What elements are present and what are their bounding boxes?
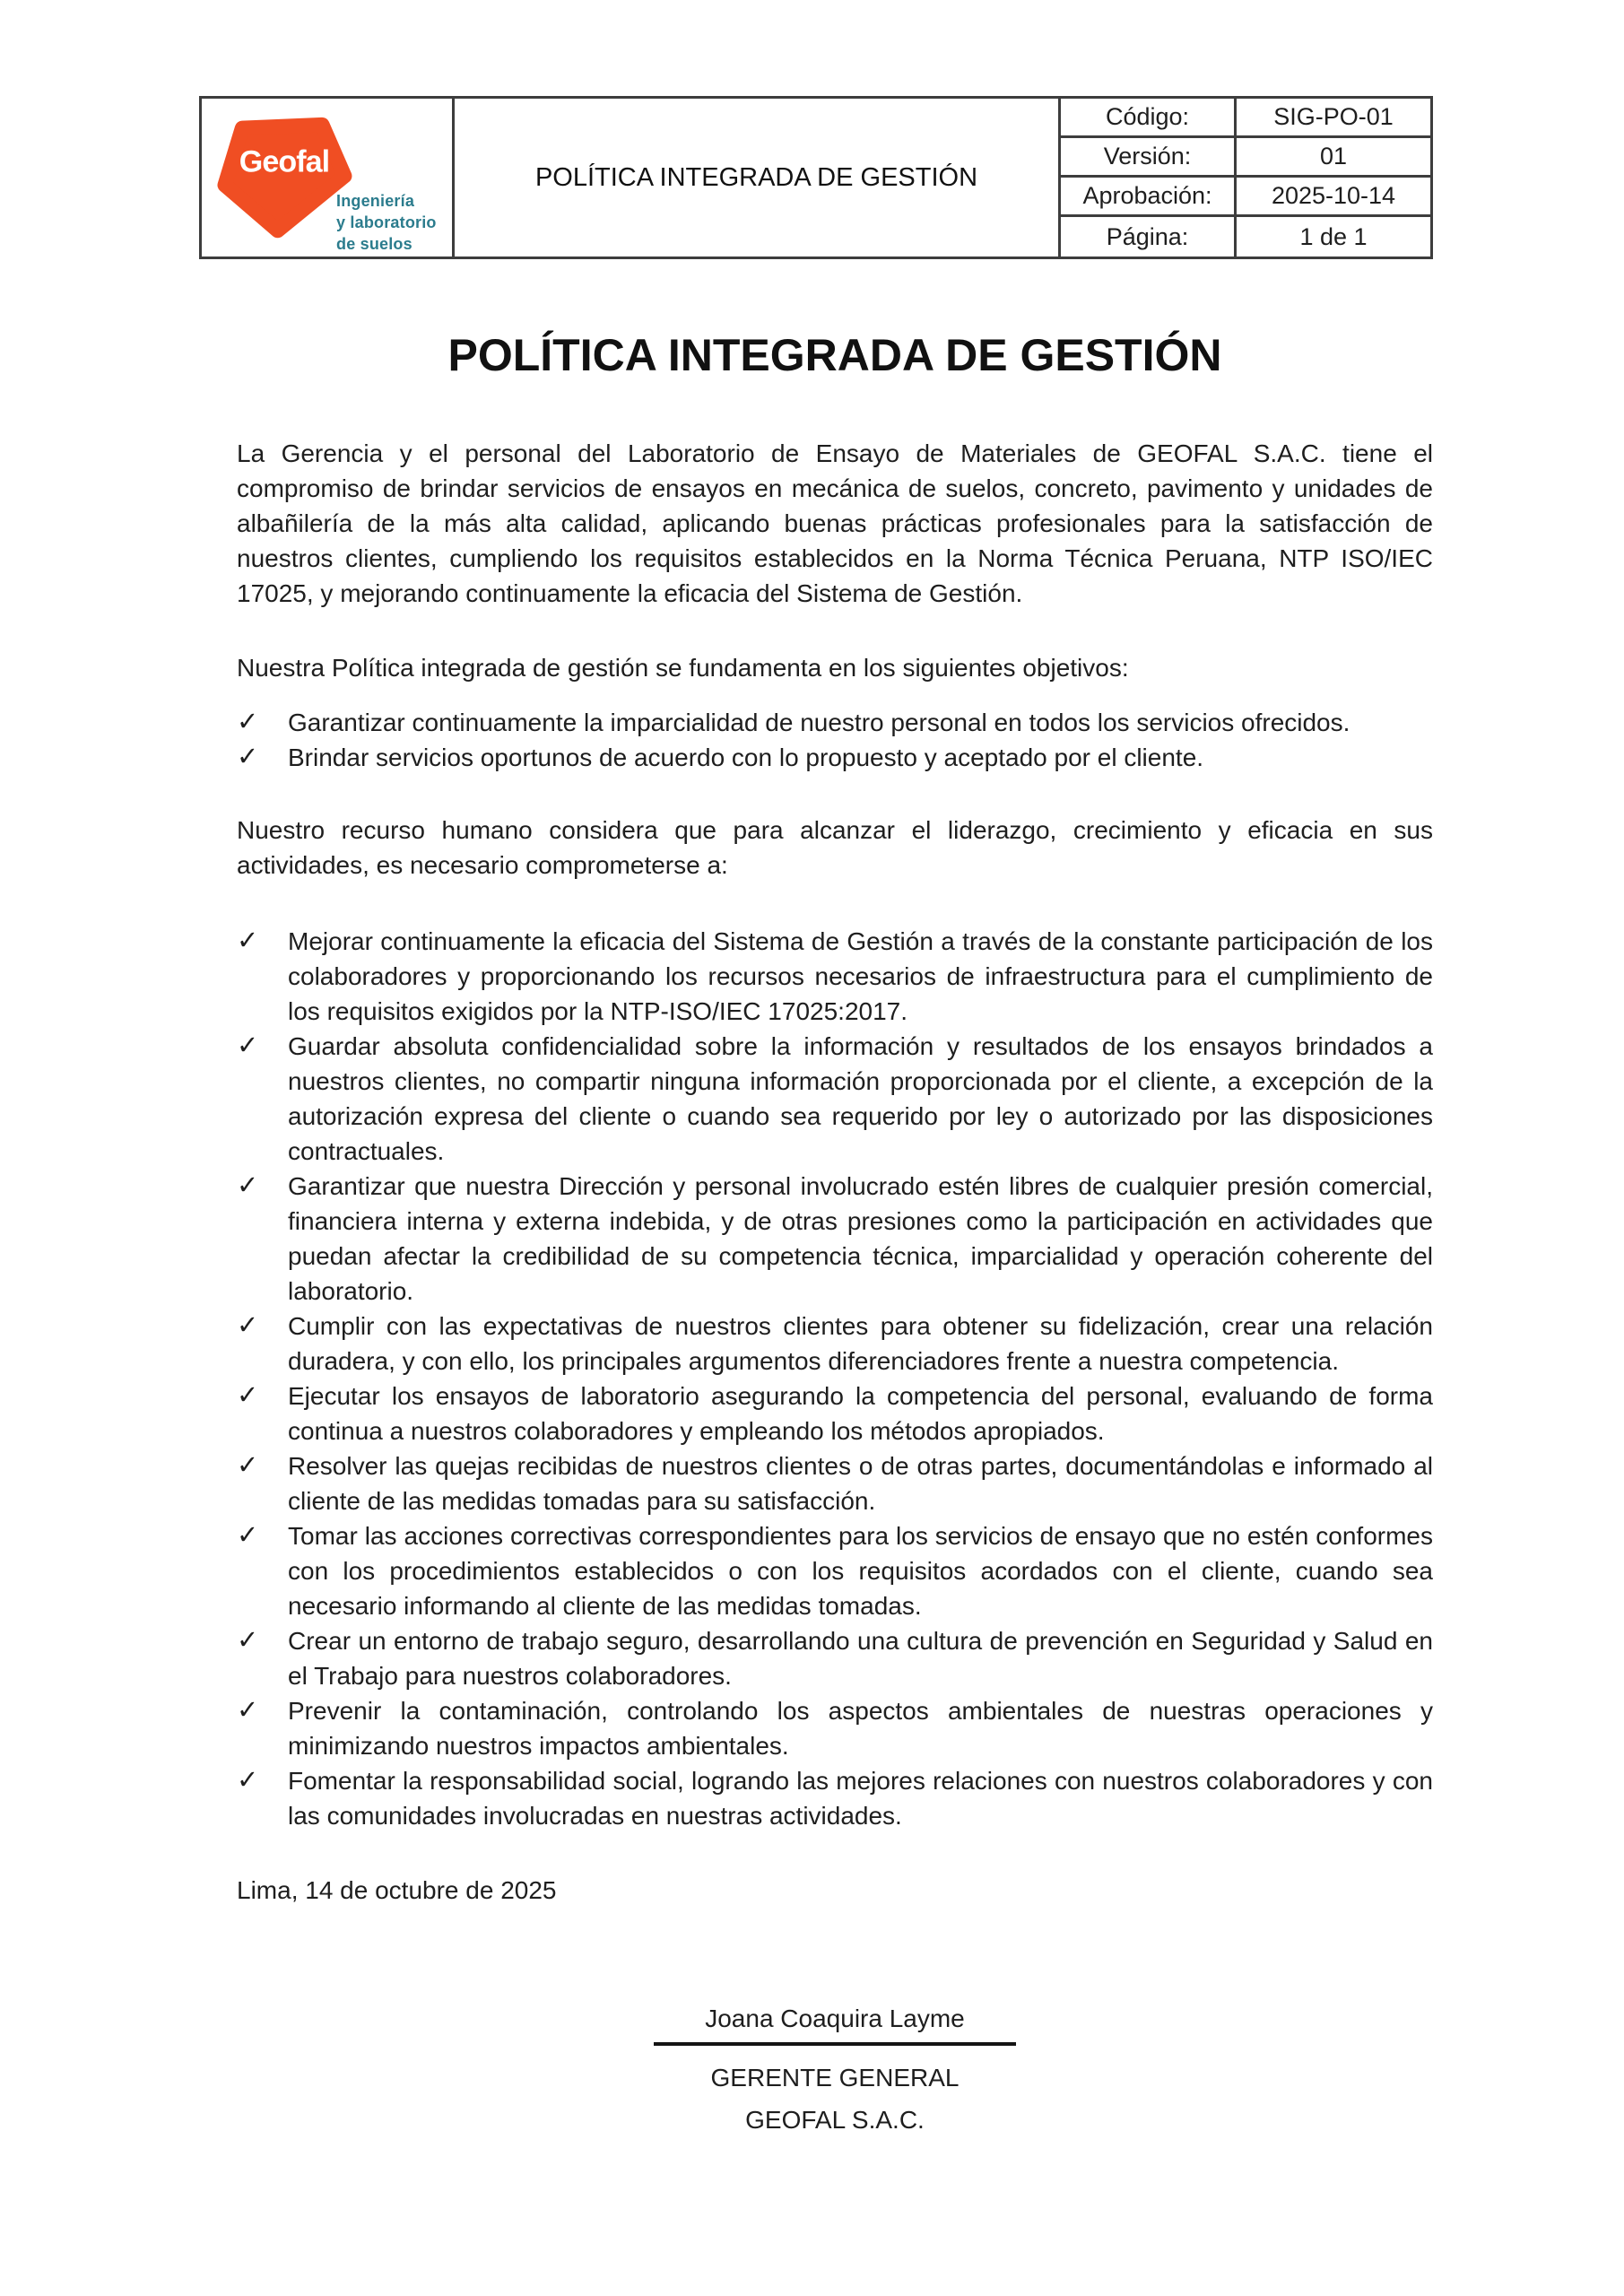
checkmark-icon: ✓ (237, 1381, 259, 1410)
meta-value-codigo: SIG-PO-01 (1237, 99, 1430, 138)
commitment-item (237, 1309, 1433, 1378)
commitment-text: Tomar las acciones correctivas correspondientes para los servicios de ensayo que no estén conformes con los procedimientos establecidos o con los requisitos acordados con el cliente, cuando sea necesario informando al cliente de las medidas tomadas. (288, 1522, 1433, 1620)
commitment-text: Fomentar la responsabilidad social, logrando las mejores relaciones con nuestros colaboradores y con las comunidades involucradas en nuestras actividades. (288, 1767, 1433, 1830)
commitment-item (237, 1378, 1433, 1448)
objective-text: Brindar servicios oportunos de acuerdo con lo propuesto y aceptado por el cliente. (288, 744, 1204, 771)
signature-name: Joana Coaquira Layme (705, 2005, 965, 2032)
commitment-item (237, 1693, 1433, 1763)
commitment-text: Ejecutar los ensayos de laboratorio asegurando la competencia del personal, evaluando de forma continua a nuestros colaboradores y empleando los métodos apropiados. (288, 1382, 1433, 1445)
signature-block (237, 2001, 1433, 2141)
header-table (199, 96, 1433, 259)
checkmark-icon: ✓ (237, 1451, 259, 1480)
commitments-intro-paragraph: Nuestro recurso humano considera que para alcanzar el liderazgo, crecimiento y eficacia en sus actividades, es necesario comprometerse a: (237, 816, 1433, 879)
document-body (237, 330, 1433, 2141)
logo-tagline-line: de suelos (336, 235, 413, 253)
commitment-text: Garantizar que nuestra Dirección y personal involucrado estén libres de cualquier presión comercial, financiera interna y externa indebida, y de otras presiones como la participación en actividades que puedan afectar la credibilidad de su competencia técnica, imparcialidad y operación coherente del laboratorio. (288, 1172, 1433, 1305)
checkmark-icon: ✓ (237, 743, 259, 771)
commitment-text: Crear un entorno de trabajo seguro, desarrollando una cultura de prevención en Seguridad y Salud en el Trabajo para nuestros colaboradores. (288, 1627, 1433, 1690)
objective-text: Garantizar continuamente la imparcialidad de nuestro personal en todos los servicios ofrecidos. (288, 709, 1350, 736)
commitment-item (237, 1169, 1433, 1309)
commitment-item (237, 1518, 1433, 1623)
company-logo (202, 99, 455, 257)
meta-label-version: Versión: (1061, 138, 1237, 178)
signature-role: GERENTE GENERAL (710, 2064, 960, 2092)
checkmark-icon: ✓ (237, 1626, 259, 1655)
logo-tagline-line: y laboratorio (336, 213, 437, 231)
meta-label-pagina: Página: (1061, 217, 1237, 257)
logo-tagline (336, 190, 437, 255)
checkmark-icon: ✓ (237, 1311, 259, 1340)
signature-company: GEOFAL S.A.C. (745, 2106, 925, 2134)
meta-value-pagina: 1 de 1 (1299, 222, 1368, 250)
signature-line (654, 2042, 1016, 2046)
checkmark-icon: ✓ (237, 926, 259, 955)
intro-paragraph: La Gerencia y el personal del Laboratorio de Ensayo de Materiales de GEOFAL S.A.C. tiene el compromiso de brindar servicios de ensayos en mecánica de suelos, concreto, pavimento y unidades de albañilería de la más alta calidad, aplicando buenas prácticas profesionales para la satisfacción de nuestros clientes, cumpliendo los requisitos establecidos en la Norma Técnica Peruana, NTP ISO/IEC 17025, y mejorando continuamente la eficacia del Sistema de Gestión. (237, 439, 1433, 607)
meta-table (1061, 99, 1430, 257)
commitment-text: Guardar absoluta confidencialidad sobre la información y resultados de los ensayos brindados a nuestros clientes, no compartir ninguna información proporcionada por el cliente, a excepción de la autorización expresa del cliente o cuando sea requerido por ley o autorizado por las disposiciones contractuales. (288, 1032, 1433, 1165)
meta-label-aprobacion: Aprobación: (1061, 178, 1237, 217)
commitment-item (237, 1623, 1433, 1693)
checkmark-icon: ✓ (237, 1521, 259, 1550)
meta-value-aprobacion: 2025-10-14 (1237, 178, 1430, 217)
checkmark-icon: ✓ (237, 708, 259, 736)
commitment-text: Mejorar continuamente la eficacia del Sistema de Gestión a través de la constante participación de los colaboradores y proporcionando los recursos necesarios de infraestructura para el cumplimiento de los requisitos exigidos por la NTP-ISO/IEC 17025:2017. (288, 927, 1433, 1025)
logo-brand-text: Geofal (239, 144, 330, 179)
checkmark-icon: ✓ (237, 1696, 259, 1725)
objectives-list (237, 705, 1433, 775)
objective-item (237, 740, 1433, 775)
commitment-item (237, 1448, 1433, 1518)
geofal-logo-icon (213, 117, 356, 240)
checkmark-icon: ✓ (237, 1171, 259, 1200)
commitment-text: Cumplir con las expectativas de nuestros clientes para obtener su fidelización, crear una relación duradera, y con ello, los principales argumentos diferenciadores frente a nuestra competencia. (288, 1312, 1433, 1375)
meta-value-version: 01 (1237, 138, 1430, 178)
header-doc-title: POLÍTICA INTEGRADA DE GESTIÓN (455, 99, 1061, 257)
page-title: POLÍTICA INTEGRADA DE GESTIÓN (447, 330, 1222, 380)
commitment-item (237, 1763, 1433, 1833)
commitment-text: Resolver las quejas recibidas de nuestros clientes o de otras partes, documentándolas e informado al cliente de las medidas tomadas para su satisfacción. (288, 1452, 1433, 1515)
checkmark-icon: ✓ (237, 1031, 259, 1060)
objective-item (237, 705, 1433, 740)
date-line: Lima, 14 de octubre de 2025 (237, 1876, 557, 1904)
commitment-item (237, 924, 1433, 1029)
checkmark-icon: ✓ (237, 1766, 259, 1795)
commitments-list (237, 924, 1433, 1833)
objectives-intro-paragraph: Nuestra Política integrada de gestión se fundamenta en los siguientes objetivos: (237, 654, 1129, 682)
logo-tagline-line: Ingeniería (336, 192, 415, 210)
meta-label-codigo: Código: (1061, 99, 1237, 138)
commitment-item (237, 1029, 1433, 1169)
commitment-text: Prevenir la contaminación, controlando los aspectos ambientales de nuestras operaciones y minimizando nuestros impactos ambientales. (288, 1697, 1433, 1760)
